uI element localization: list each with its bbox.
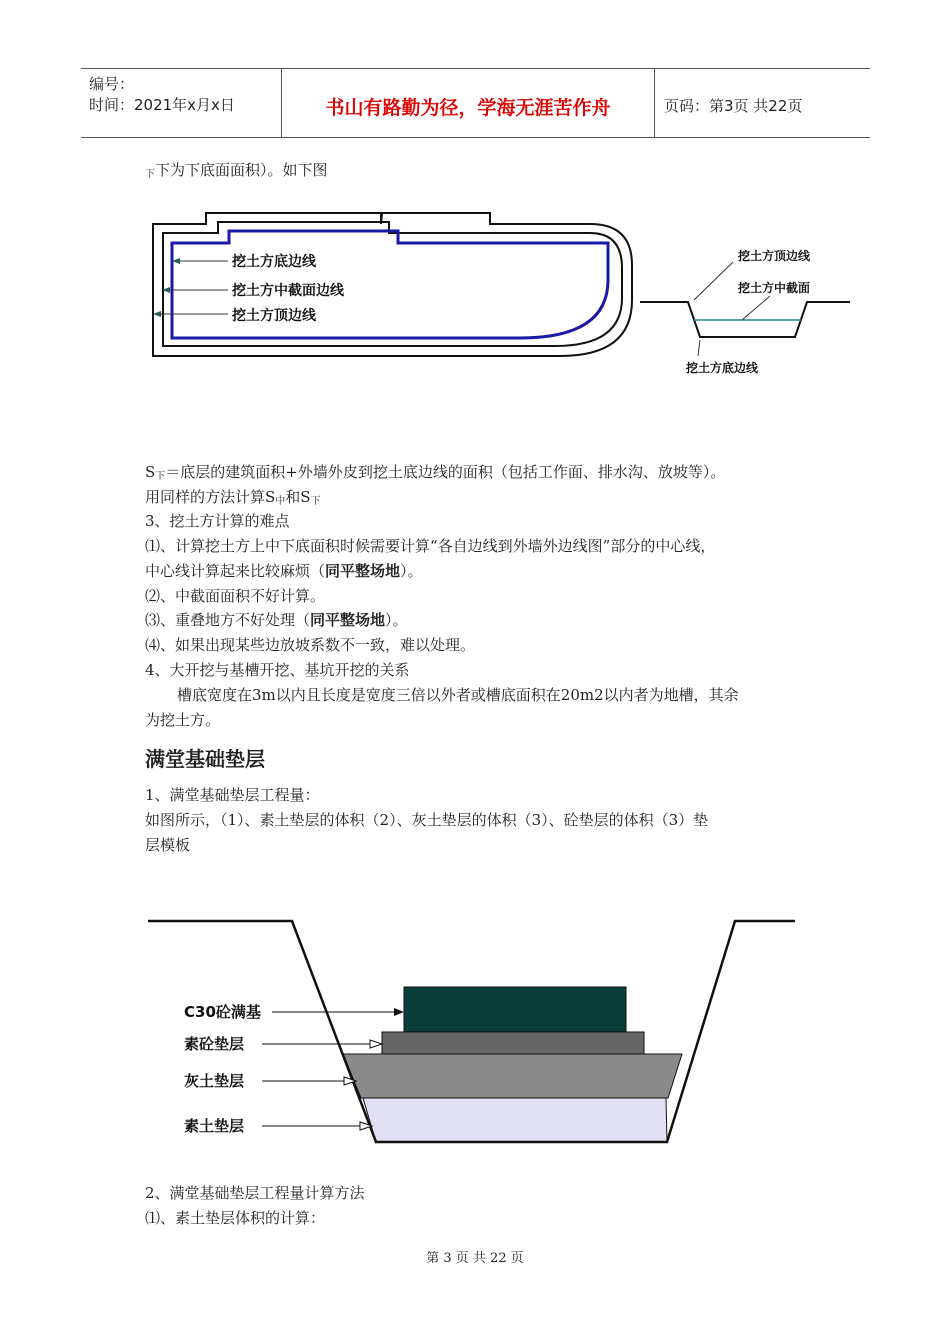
difficulty-1b: 中心线计算起来比较麻烦（同平整场地）。 (145, 562, 423, 580)
label-bottom-line: 挖土方底边线 (232, 254, 316, 270)
soil-layer (363, 1098, 667, 1142)
difficulty-2: ⑵、中截面面积不好计算。 (145, 587, 326, 605)
date-label: 时间：2021年x月x日 (89, 96, 235, 114)
cushion-desc-2: 层模板 (145, 836, 191, 854)
label-c30: C30砼满基 (184, 1003, 261, 1021)
relation-line-2: 为挖土方。 (145, 711, 221, 729)
page-footer: 第 3 页 共 22 页 (426, 1251, 524, 1266)
label-plain-soil: 素土垫层 (184, 1117, 245, 1135)
number-label: 编号： (89, 75, 135, 93)
method-heading: 2、满堂基础垫层工程量计算方法 (145, 1184, 365, 1202)
c30-foundation-block (404, 987, 626, 1032)
method-item-1: ⑴、素土垫层体积的计算： (145, 1209, 326, 1227)
section-label-top: 挖土方顶边线 (738, 249, 811, 263)
label-top-line: 挖土方顶边线 (232, 308, 316, 324)
difficulty-1a: ⑴、计算挖土方上中下底面积时候需要计算“各自边线到外墙外边线图”部分的中心线， (145, 537, 716, 555)
label-lime-soil: 灰土垫层 (184, 1072, 245, 1090)
intro-line: $_下$下为下底面面积）。如下图 (145, 161, 328, 180)
para-s-bottom: $S_下=$底层的建筑面积+外墙外皮到挖土底边线的面积（包括工作面、排水沟、放坡等）。 (145, 463, 726, 482)
relation-line-1: 槽底宽度在3m以内且长度是宽度三倍以外者或槽底面积在20m2以内者为地槽，其余 (177, 686, 739, 704)
intro-sub: 下 (145, 169, 155, 180)
cushion-desc-1: 如图所示，（1）、素土垫层的体积（2）、灰土垫层的体积（3）、砼垫层的体积（3）垫 (145, 811, 709, 829)
heading-difficulties: 3、挖土方计算的难点 (145, 512, 290, 530)
concrete-cushion-layer (382, 1032, 644, 1054)
motto: 书山有路勤为径，学海无涯苦作舟 (325, 97, 611, 119)
difficulty-4: ⑷、如果出现某些边放坡系数不一致，难以处理。 (145, 636, 476, 654)
section-title: 满堂基础垫层 (145, 747, 265, 771)
label-mid-line: 挖土方中截面边线 (232, 283, 344, 299)
para-same-method: 用同样的方法计算$S_中$和$S_下$ (145, 488, 321, 507)
heading-relation: 4、大开挖与基槽开挖、基坑开挖的关系 (145, 661, 410, 679)
cushion-quantity-heading: 1、满堂基础垫层工程量： (145, 786, 320, 804)
lime-soil-layer (343, 1054, 682, 1098)
section-label-mid: 挖土方中截面 (738, 281, 811, 295)
page-label: 页码：第3页 共22页 (664, 97, 803, 115)
difficulty-3: ⑶、重叠地方不好处理（同平整场地）。 (145, 611, 408, 629)
label-concrete-cushion: 素砼垫层 (184, 1035, 245, 1053)
section-label-bottom: 挖土方底边线 (686, 361, 759, 375)
